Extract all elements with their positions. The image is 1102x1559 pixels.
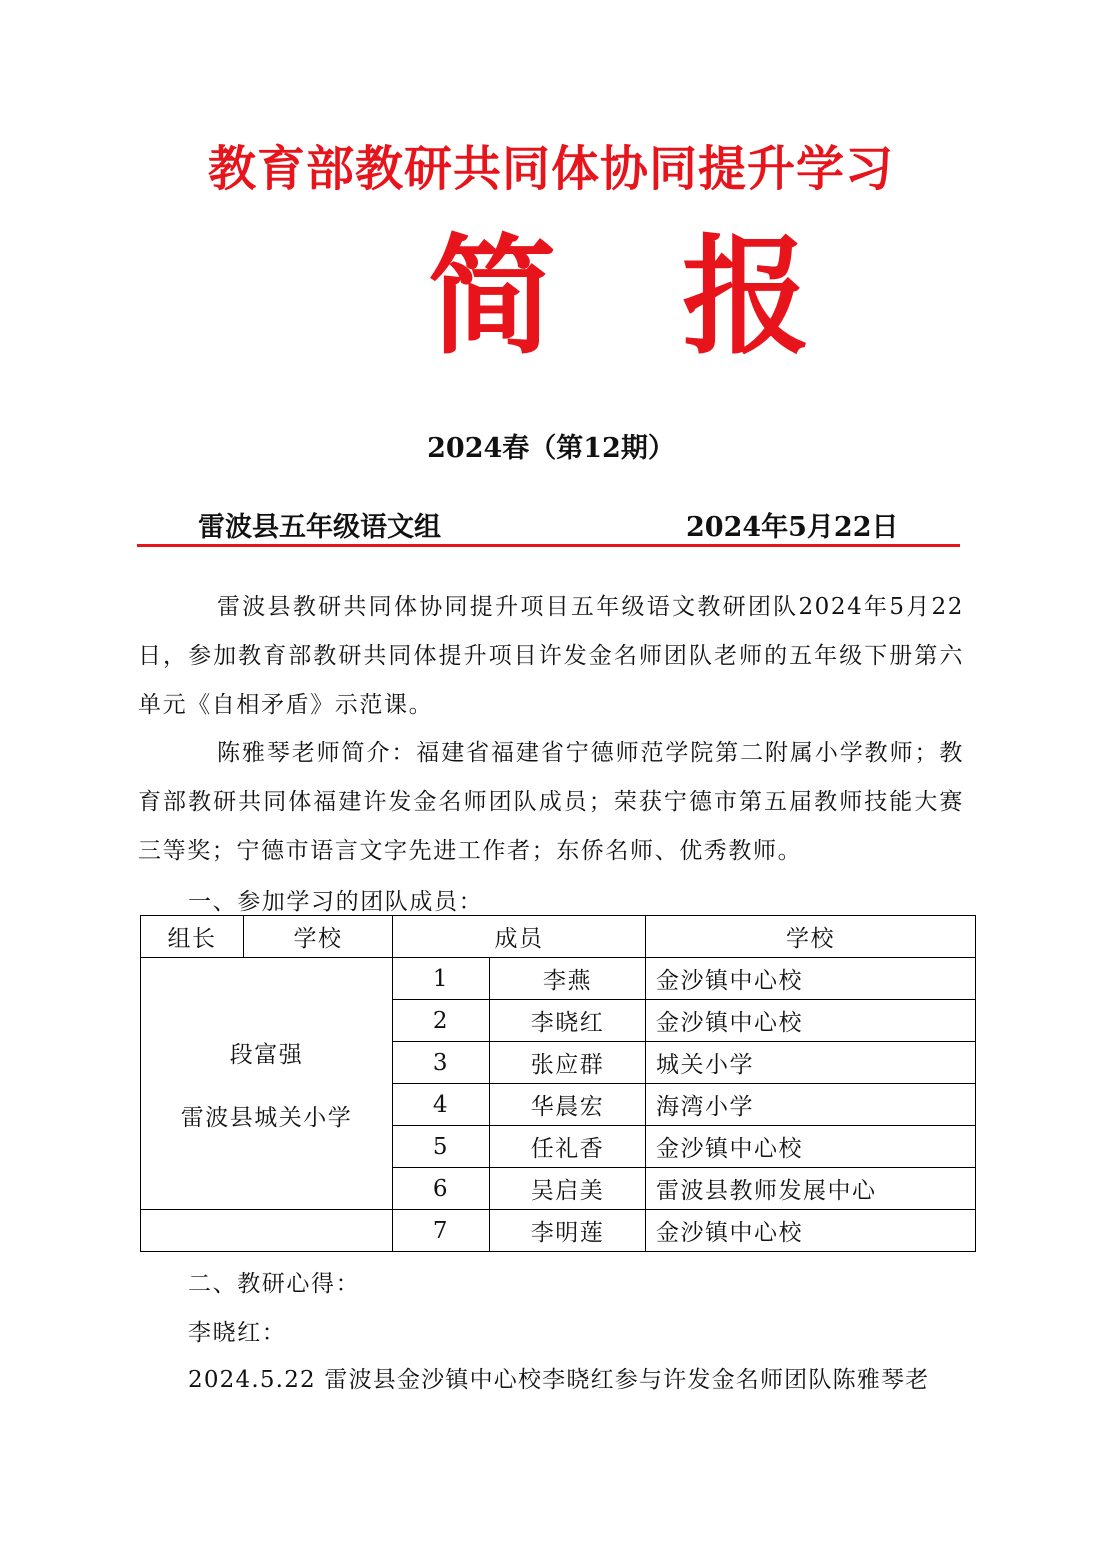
group-name: 雷波县五年级语文组 — [198, 512, 441, 543]
member-school: 雷波县教师发展中心 — [646, 1168, 976, 1210]
member-name: 吴启美 — [490, 1168, 646, 1210]
intro-paragraph: 雷波县教研共同体协同提升项目五年级语文教研团队2024年5月22日，参加教育部教研共同体提升项目许发金名师团队老师的五年级下册第六单元《自相矛盾》示范课。 — [138, 594, 964, 718]
header-divider — [137, 544, 960, 547]
member-school: 海湾小学 — [646, 1084, 976, 1126]
table-row — [141, 958, 976, 1000]
member-name: 华晨宏 — [490, 1084, 646, 1126]
section-heading-reflections: 二、教研心得： — [188, 1271, 361, 1297]
header-leader: 组长 — [141, 916, 244, 958]
member-name: 李燕 — [490, 958, 646, 1000]
member-school: 金沙镇中心校 — [646, 1126, 976, 1168]
member-school: 金沙镇中心校 — [646, 958, 976, 1000]
bulletin-big-char-bao: 报 — [682, 223, 811, 372]
header-member: 成员 — [393, 916, 646, 958]
teacher-bio-paragraph: 陈雅琴老师简介：福建省福建省宁德师范学院第二附属小学教师；教育部教研共同体福建许发金名师团队成员；荣获宁德市第五届教师技能大赛三等奖；宁德市语言文字先进工作者；东侨名师、优秀教师。 — [138, 740, 964, 864]
members-table — [140, 915, 976, 1252]
reflection-first-line: 2024.5.22 雷波县金沙镇中心校李晓红参与许发金名师团队陈雅琴老 — [188, 1367, 930, 1393]
member-no: 1 — [393, 958, 490, 1000]
member-name: 李晓红 — [490, 1000, 646, 1042]
reflection-author: 李晓红： — [188, 1320, 287, 1346]
header-school: 学校 — [244, 916, 393, 958]
member-name: 李明莲 — [490, 1210, 646, 1252]
member-school: 金沙镇中心校 — [646, 1000, 976, 1042]
member-no: 4 — [393, 1084, 490, 1126]
issue-number: 2024春（第12期） — [427, 433, 675, 464]
member-no: 3 — [393, 1042, 490, 1084]
empty-leader-cell — [141, 1210, 393, 1252]
member-name: 任礼香 — [490, 1126, 646, 1168]
table-header-row — [141, 916, 976, 958]
member-school: 城关小学 — [646, 1042, 976, 1084]
member-no: 5 — [393, 1126, 490, 1168]
bulletin-date: 2024年5月22日 — [686, 512, 899, 543]
bulletin-big-char-jian: 简 — [428, 223, 557, 372]
section-heading-members: 一、参加学习的团队成员： — [188, 889, 484, 915]
member-no: 6 — [393, 1168, 490, 1210]
bulletin-title: 教育部教研共同体协同提升学习 — [207, 141, 894, 197]
leader-name: 段富强 — [229, 1041, 304, 1068]
member-name: 张应群 — [490, 1042, 646, 1084]
member-school: 金沙镇中心校 — [646, 1210, 976, 1252]
member-no: 7 — [393, 1210, 490, 1252]
member-no: 2 — [393, 1000, 490, 1042]
header-member-school: 学校 — [646, 916, 976, 958]
table-row — [141, 1210, 976, 1252]
leader-cell — [141, 958, 393, 1210]
leader-school: 雷波县城关小学 — [180, 1104, 353, 1131]
